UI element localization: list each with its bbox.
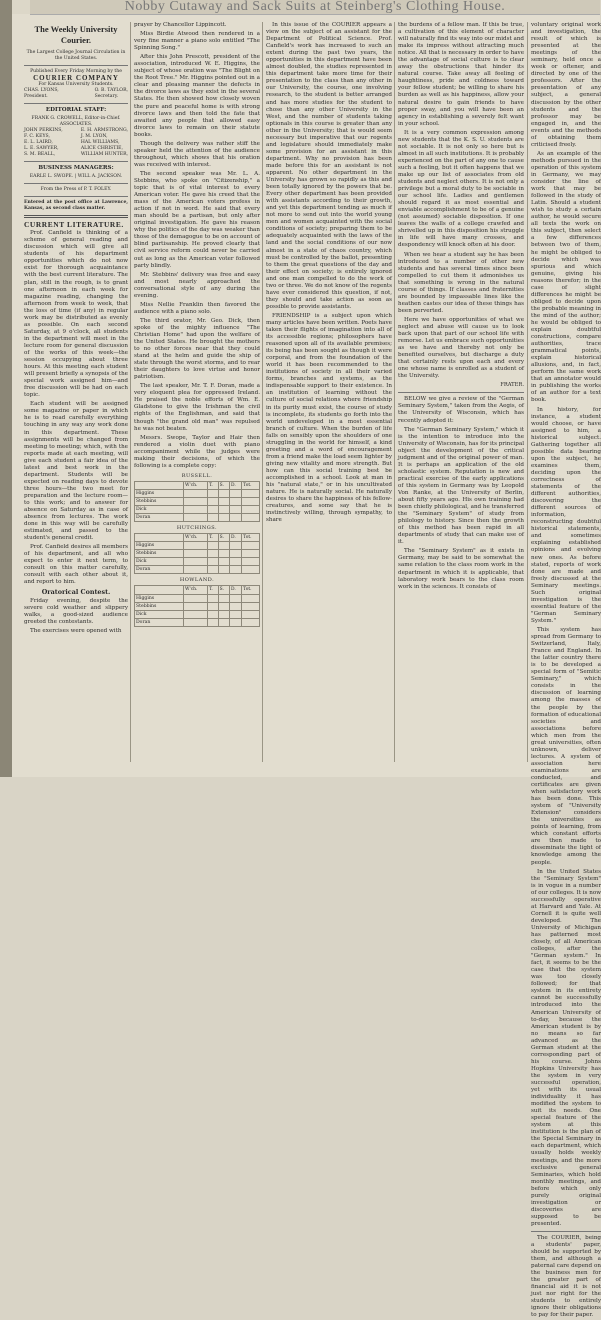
- table-row: [135, 506, 260, 514]
- table-cell: [242, 550, 260, 558]
- article-paragraph: The second speaker was Mr. L. A. Stebbins, who spoke on "Citizenship," a topic that is of vital interest to every American voter. He gave his creed that the mass of the American voters profess in action if not in word. He said that every man should be a partisan, but only after original investigation. He gave his reason why the politics of the day was weaker than those of the demagogue to be on account of blind partisanship. He proved clearly that civil service reform could never be carried out as long as the American voter followed party blindly.: [134, 170, 260, 269]
- score-table-title: RUSSELL.: [181, 472, 213, 479]
- divider: [24, 183, 128, 184]
- associate-name: HAL WILLIAMS,: [80, 140, 120, 146]
- table-cell: [184, 498, 208, 506]
- article-paragraph: Friday evening, despite the severe cold weather and slippery walks, a good-sized audience greeted the contestants.: [24, 597, 128, 625]
- table-header-cell: Tot.: [242, 586, 260, 594]
- table-row: [135, 602, 260, 610]
- article-paragraph: Prof. Canfield is thinking of a scheme of general reading and discussion which will give all students of his department opportunities which do not now exist for thorough acquaintance with the best current literature. The plan, still in the rough, is to grant one afternoon in each week for magazine reading, changing the afternoon from week to week, that the loss of time (if any) in regular work may be distributed as evenly as possible. On each second Saturday, at 9 o'clock, all students in the department will meet in the lecture room for general discussion of the works of this week—the session occupying about three hours. At this meeting each student will present briefly a synopsis of the special work assigned him—and free discussion will be had on each topic.: [24, 230, 128, 399]
- table-cell: [229, 618, 241, 626]
- divider: [24, 65, 128, 66]
- president-role: President.: [24, 94, 48, 100]
- table-cell: [184, 489, 208, 497]
- table-header-cell: S.: [218, 534, 229, 542]
- article-paragraph: Messrs. Swope, Taylor and Hair then rendered a violin duet with piano accompaniment while the judges were making their decisions, of which the following is a complete copy:: [134, 434, 260, 469]
- article-paragraph: FRIENDSHIP is a subject upon which many articles have been written. Poets have taken their flights of imagination into all of its accessible regions; philosophers have reasoned upon all of its available premises; its being has been sought as though it were corporal, and from the foundation of the world it has been recommended to the institutions of society in all their varied forms, branches and systems, as the indispensable support to their existence. In an institution of learning without the culture of social relations where friendship in its purity must exist, the course of study is incomplete, its students go forth into the world undeveloped in a most essential branch of culture. When the burden of life falls on sensibly upon the shoulders of one struggling in the world for himself, a kind greeting and a word of encouragement from a friend make the load seem lighter by giving new vitality and more strength. But how can this social training best be accomplished in a school. Look at man in his "natural state," or in his uncultivated nature. He is naturally social. He naturally desires to share the happiness of his fellow-creatures, and some say that he is instinctively willing, through sympathy, to share: [266, 312, 392, 524]
- table-cell: [218, 566, 229, 574]
- signature: FRATER.: [500, 382, 524, 389]
- table-cell: [242, 602, 260, 610]
- business-managers: EARLE L. SWOPE. | WILL A. JACKSON.: [29, 174, 123, 180]
- secretary-role: Secretary.: [94, 94, 119, 100]
- table-header-cell: W'ch.: [184, 586, 208, 594]
- column-1: [24, 22, 128, 762]
- associate-name: J. M. LYON,: [80, 134, 108, 140]
- table-cell: Higgins: [135, 542, 184, 550]
- table-row: [135, 550, 260, 558]
- published-line: Published Every Friday Morning by the: [30, 69, 122, 74]
- table-cell: [208, 498, 218, 506]
- table-cell: [184, 566, 208, 574]
- table-cell: [184, 558, 208, 566]
- table-cell: [242, 610, 260, 618]
- table-cell: Dick: [135, 558, 184, 566]
- divider: [24, 103, 128, 104]
- entered-notice: Entered at the post office at Lawrence, Kansas, as second class matter.: [24, 200, 128, 212]
- table-cell: [208, 542, 218, 550]
- table-cell: Doran: [135, 566, 184, 574]
- table-cell: Doran: [135, 514, 184, 522]
- table-cell: [184, 542, 208, 550]
- article-paragraph: The "German Seminary System," which it is the intention to introduce into the University of Wisconsin, has for its principal object the development of the critical judgment and of the original power of man. It is perhaps an application of the old scholastic system. Reputation is new and practical exercise of the early applications of this system in Germany was by Leopold Von Ranke, at the University of Berlin, about fifty years ago. His own training had been chiefly philological, and he transferred the "Seminary System" of study from philology to history. Since then the growth of this method has been rapid in all departments of study that can make use of it.: [398, 426, 524, 546]
- table-header-cell: S.: [218, 586, 229, 594]
- table-cell: [229, 610, 241, 618]
- associate-name: E. H. ARMSTRONG,: [80, 128, 128, 134]
- table-cell: [229, 506, 241, 514]
- table-cell: [242, 566, 260, 574]
- table-cell: [229, 542, 241, 550]
- article-paragraph: The COURIER, being a students' paper, should be supported by them, and although a paternal care depend on the business men for the greater part of financial aid it is not just nor right for the students to entirely ignore their obligations to pay for their paper.: [531, 1234, 601, 1319]
- divider: [531, 1231, 601, 1232]
- associates-list: [24, 128, 128, 158]
- article-paragraph: After this John Prescott, president of the association, introduced W. E. Higgins, the subject of whose oration was "The Blight on the Root Tree." Mr. Higgins pointed out in a clear and pleasing manner the defects in the divorce laws as they exist in the several States. He then showed how closely woven the pure and peaceful home is with strong divorce laws and then told the fate that awaited any people that allowed easy divorce laws to remain on their statute books.: [134, 54, 260, 138]
- table-header-cell: S.: [218, 481, 229, 489]
- article-paragraph: In history, for instance, a student would choose, or have assigned to him, a historical subject. Gathering together all possible data bearing upon the subject, he examines them, deciding upon the correctness of statements of the different authorities, discovering the different sources of information, reconstructing doubtful historical statements, and sometimes explaining established opinions and evolving new ones. As before stated, reports of work done are made and freely discussed at the Seminary meetings. Such original investigation is the essential feature of the "German Seminary System.": [531, 406, 601, 624]
- associate-name: L. E. SAWYER,: [24, 146, 59, 152]
- table-row: [135, 498, 260, 506]
- business-managers-heading: BUSINESS MANAGERS:: [38, 165, 114, 172]
- table-cell: Stebbins: [135, 602, 184, 610]
- press-line: From the Press of P. T. FOLEY.: [40, 187, 112, 193]
- article-paragraph: BELOW we give a review of the "German Seminary System," taken from the Aegis, of the University of Wisconsin, which has recently adopted it:: [398, 396, 524, 424]
- table-header-cell: D.: [229, 534, 241, 542]
- article-paragraph: Miss Birdie Atwood then rendered in a very fine manner a piano solo entitled "The Spinning Song.": [134, 31, 260, 52]
- divider: [398, 392, 524, 393]
- table-cell: [218, 542, 229, 550]
- table-cell: Doran: [135, 618, 184, 626]
- table-header-cell: D.: [229, 586, 241, 594]
- table-cell: [208, 514, 218, 522]
- score-table-block: [134, 473, 260, 522]
- article-paragraph: The last speaker, Mr. T. F. Doran, made a very eloquent plea for oppressed Ireland. He praised the noble efforts of Wm. E. Gladstone to give the Irishman the civil rights of the Englishman, and said that though "the grand old man" was repulsed he was not beaten.: [134, 383, 260, 432]
- article-paragraph: This system has spread from Germany to Switzerland, Italy, France and England. In the latter country there is to be developed a special form of "Semitic Seminary," which consists in the discussion of learning among the masses of the people by the formation of educational societies and associations before which men from the great universities, often unknown, deliver lectures. A system of association here examinations are conducted, and certificates are given when satisfactory work has been done. This system of "University Extension" considers the universities as points of learning, from which constant efforts are then made to disseminate the light of knowledge among the people.: [531, 626, 601, 866]
- table-cell: [218, 506, 229, 514]
- table-row: [135, 594, 260, 602]
- book-spine: [0, 0, 12, 777]
- table-row: [135, 542, 260, 550]
- article-paragraph: In this issue of the COURIER appears a view on the subject of an assistant for the Department of Political Science. Prof. Canfield's work has increased to such an extent during the past two years, the opportunities in this department have been almost doubled, the studies represented in this department take more time for their presentation to the class than any other in our University, the course, one involving research, to the student is better arranged and has more studies for the student to chose than any other University in the West, and the number of students taking optionals in this course is greater than any other in the University; that is would seem necessary but imperative that our regents and legislature should immediately make some provision for an assistant in this department. Why no provision has been made before this for an assistant is not apparent. No other department in the University has grown so rapidly as this and been totally ignored by the powers that be. Every other department has been provided with assistants according to their growth, and yet this department tending as much if not more to send out into the world young men and women acquainted with the social conditions of society; preparing them to be adequately acquainted with the laws of the land and the social conditions of our now almost in a state of chaos country, which must be controlled by the ballot, presenting to them the great questions of the day and their effect on society; is entirely ignored and one man compelled to do the work of two or three. We do not know of the regents have ever considered this question, if not, they should and take action as soon as possible to provide assistants.: [266, 22, 392, 310]
- table-cell: [229, 566, 241, 574]
- score-table-title: HOWLAND.: [179, 577, 215, 584]
- company-name: COURIER COMPANY: [33, 74, 119, 82]
- editorial-staff-heading: EDITORIAL STAFF:: [45, 107, 107, 114]
- table-cell: [184, 610, 208, 618]
- column-rule: [262, 22, 263, 762]
- article-paragraph: Miss Nellie Franklin then favored the audience with a piano solo.: [134, 301, 260, 315]
- article-paragraph: Each student will be assigned some magazine or paper in which he is to read carefully everything touching in any way any work done in this department. These assignments will be changed from meeting to meeting; which, with the reports made at each meeting, will give each student a fair idea of the latest and best work in the department. Students will be expected on reading days to devote three hours—the two meet for preparation and the lecture room—to this work; and to answer for absence on Saturday as in case of absence from lectures. The work done in this way will be carefully estimated, and passed to the student's general credit.: [24, 401, 128, 542]
- article-paragraph: The third orator, Mr. Geo. Dick, then spoke of the mighty influence "The Christian Home" had upon the welfare of the United States. He brought the mothers to no other forces near that they could stand at the helm and guide the ship of state through the worst storms, and to rear their daughters to love virtue and honor patriotism.: [134, 317, 260, 381]
- associate-name: F. C. KEYS,: [24, 134, 50, 140]
- score-table-block: [134, 577, 260, 626]
- table-cell: [208, 594, 218, 602]
- divider: [24, 215, 128, 218]
- table-cell: [184, 602, 208, 610]
- table-cell: [208, 489, 218, 497]
- article-paragraph: Though the delivery was rather stiff the speaker held the attention of the audience throughout, which shows that his oration was received with interest.: [134, 140, 260, 168]
- table-cell: [218, 489, 229, 497]
- column-5: [531, 22, 601, 1319]
- table-row: [135, 618, 260, 626]
- table-cell: [184, 506, 208, 514]
- masthead-tagline: The Largest College Journal Circulation in the United States.: [26, 50, 126, 61]
- oratorical-contest-heading: Oratorical Contest.: [41, 587, 111, 596]
- table-cell: Dick: [135, 506, 184, 514]
- table-header-cell: T.: [208, 481, 218, 489]
- column-3: [266, 22, 392, 762]
- table-cell: [184, 594, 208, 602]
- table-cell: [242, 506, 260, 514]
- column-rule: [130, 22, 131, 762]
- table-cell: [184, 618, 208, 626]
- table-cell: [242, 618, 260, 626]
- table-cell: [208, 618, 218, 626]
- table-row: [135, 566, 260, 574]
- banner-advertisement: Nobby Cutaway and Sack Suits at Steinberg's Clothing House.: [30, 0, 600, 15]
- table-cell: [218, 558, 229, 566]
- judges-scores: [134, 473, 260, 627]
- table-cell: [218, 550, 229, 558]
- score-table: [134, 533, 260, 574]
- column-2: [134, 22, 260, 762]
- table-cell: [208, 566, 218, 574]
- article-paragraph: prayer by Chancellor Lippincott.: [134, 22, 227, 28]
- table-cell: Stebbins: [135, 550, 184, 558]
- table-cell: [208, 558, 218, 566]
- secretary-name: O. B. TAYLOR,: [94, 88, 128, 94]
- table-cell: Higgins: [135, 594, 184, 602]
- table-cell: [229, 594, 241, 602]
- score-table-block: [134, 525, 260, 574]
- article-paragraph: In the United States the "Seminary System" is in vogue in a number of our colleges. It is now successfully operative at Harvard and Yale. At Cornell it is quite well developed. The University of Michigan has patterned most closely, of all American colleges, after the "German system." In fact, it seems to be the case that the system was too closely followed; for that system in its entirety cannot be successfully introduced into the American University of to-day, because the American student is by no means so far advanced as the German student at the corresponding part of his course. Johns Hopkins University has the system in very successful operation, yet with its usual individuality it has modified the system to suit its needs. One special feature of the system at this institution is the plan of the Special Seminary in each department, which usually holds weekly meetings, and the more exclusive general Seminaries, which hold monthly meetings, and before which only purely original investigation or discoveries are supposed to be presented.: [531, 868, 601, 1227]
- table-cell: [229, 558, 241, 566]
- table-row: [135, 489, 260, 497]
- table-cell: [218, 602, 229, 610]
- column-rule: [394, 22, 395, 762]
- article-paragraph: Mr. Stebbins' delivery was free and easy and most nearly approached the conversational style of any during the evening.: [134, 271, 260, 299]
- table-cell: [208, 610, 218, 618]
- table-row: [135, 558, 260, 566]
- table-row: [135, 610, 260, 618]
- table-cell: [218, 498, 229, 506]
- associate-name: S. M. BEALL,: [24, 152, 56, 158]
- table-cell: [242, 514, 260, 522]
- table-cell: [218, 514, 229, 522]
- table-cell: [229, 489, 241, 497]
- table-header-cell: [135, 481, 184, 489]
- table-header-cell: W'ch.: [184, 481, 208, 489]
- table-header-cell: T.: [208, 586, 218, 594]
- score-table-title: HUTCHINGS.: [176, 525, 218, 532]
- table-cell: [242, 558, 260, 566]
- table-cell: [229, 550, 241, 558]
- table-header-cell: T.: [208, 534, 218, 542]
- table-cell: [242, 489, 260, 497]
- divider: [24, 196, 128, 197]
- table-cell: [208, 602, 218, 610]
- article-paragraph: Prof. Canfield desires all members of his department, and all who expect to enter it next term, to consult on this matter carefully, consult with each other about it, and report to him.: [24, 544, 128, 586]
- table-cell: Higgins: [135, 489, 184, 497]
- article-paragraph: The exercises were opened with: [30, 627, 122, 634]
- table-row: [135, 514, 260, 522]
- column-4: [398, 22, 524, 762]
- officers: [24, 88, 128, 100]
- table-cell: [184, 514, 208, 522]
- table-cell: [218, 618, 229, 626]
- article-paragraph: voluntary original work and investigation, the result of which is presented at the meetings of the seminary, held once a week or oftener, and directed by one of the professors. After the presentation of any subject, a general discussion by the other students and the professor may be engaged in, and the events and the methods of obtaining them criticised freely.: [531, 22, 601, 148]
- table-cell: Stebbins: [135, 498, 184, 506]
- table-header-cell: W'ch.: [184, 534, 208, 542]
- table-header-cell: [135, 586, 184, 594]
- table-header-cell: Tot.: [242, 481, 260, 489]
- table-header-cell: D.: [229, 481, 241, 489]
- table-cell: [229, 602, 241, 610]
- article-paragraph: When we hear a student say he has been introduced to a number of other new students and has several times since been compelled to cut them it admonishes us that something is wrong in the natural course of things. If classes and fraternities are bounded by impassable lines like the heathen castes our idea of these things has been perverted.: [398, 251, 524, 314]
- column-rule: [527, 22, 528, 762]
- score-table: [134, 585, 260, 626]
- associate-name: ALICE CHRISTIE,: [80, 146, 123, 152]
- article-paragraph: It is a very common expression among new students that the K. S. U. students are not sociable. It is not only so here but is almost in all such institutions. It is probably experienced on the part of any one to cause such a feeling, but it often happens that we make up our list of associates from old students and neglect others. It is not only a privilege but a moral duty to be sociable in our school life. Ladies and gentlemen should regard it as most essential and enviable accomplishment to be of a genuine (not assumed) sociable disposition. If one leaves the walls of a college crawfed and shrivelled up in this disposition his struggle in life will have many crosses, and despondency will knock often at his door.: [398, 129, 524, 249]
- table-cell: [184, 550, 208, 558]
- associates-label: ASSOCIATES.: [59, 122, 93, 128]
- article-paragraph: the burdens of a fellow man. If this be true, a cultivation of this element of character will naturally find its way into our midst and make its impress without attracting much notice. All that is necessary in order to have the advantage of social culture is to clear away the obstructions that hinder its natural course. Take away all feeling of haughtiness, pride and coldness toward your fellow student; be willing to share his burden as well as his happiness, allow your natural desire to gain friends to have proper sway, and you will have been an agency in establishing a severely felt want in your school.: [398, 22, 524, 127]
- score-table: [134, 481, 260, 522]
- table-header-cell: [135, 534, 184, 542]
- table-cell: [229, 498, 241, 506]
- for-students-line: For Kansas University Students.: [38, 82, 114, 88]
- current-literature-heading: CURRENT LITERATURE.: [24, 220, 124, 230]
- associate-name: WILLIAM HUNTER,: [80, 152, 128, 158]
- associate-name: JOHN PERKINS,: [24, 128, 63, 134]
- masthead-title: The Weekly University Courier.: [34, 24, 118, 45]
- editor-in-chief: FRANK G. CROWELL, Editor-in-Chief.: [31, 116, 121, 122]
- table-cell: [229, 514, 241, 522]
- table-cell: [208, 550, 218, 558]
- article-paragraph: The "Seminary System" as it exists in Germany, may be said to be somewhat the same relation to the class room work in the department in which it is applicable, that laboratory work bears to the class room work in the sciences. It consists of: [398, 548, 524, 590]
- table-cell: [218, 610, 229, 618]
- table-cell: [242, 594, 260, 602]
- article-paragraph: As an example of the methods pursued in the operation of this system in Germany, we may consider the line of work that may be followed in the study of Latin. Should a student wish to study a certain author, he would secure all texts the work on this subject, then select a few differences between two of them, he might be obliged to decide which was spurious and which genuine, giving his reasons therefor; in the case of slight differences he might be obliged to decide upon the probable meaning in the mind of the author; he would be obliged to explain doubtful constructions, compare authorities, trace grammatical points, explain historical allusions, and, in fact, perform the same work that an annotator would in publishing the works of an author for a text book.: [531, 150, 601, 404]
- table-header-cell: Tot.: [242, 534, 260, 542]
- table-cell: [218, 594, 229, 602]
- article-paragraph: Here we have opportunities of what we neglect and abuse will cause us to look back upon that part of our school life with remorse. Let us embrace such opportunities as we have and thereby not only be benefited ourselves, but discharge a duty that certainly rests upon each and every one whose name is enrolled as a student of the University.: [398, 316, 524, 380]
- divider: [24, 161, 128, 162]
- table-cell: [242, 542, 260, 550]
- table-cell: [208, 506, 218, 514]
- table-cell: Dick: [135, 610, 184, 618]
- table-cell: [242, 498, 260, 506]
- associate-name: E. L. LAIRD,: [24, 140, 53, 146]
- president-name: CHAS. LYONS,: [24, 88, 59, 94]
